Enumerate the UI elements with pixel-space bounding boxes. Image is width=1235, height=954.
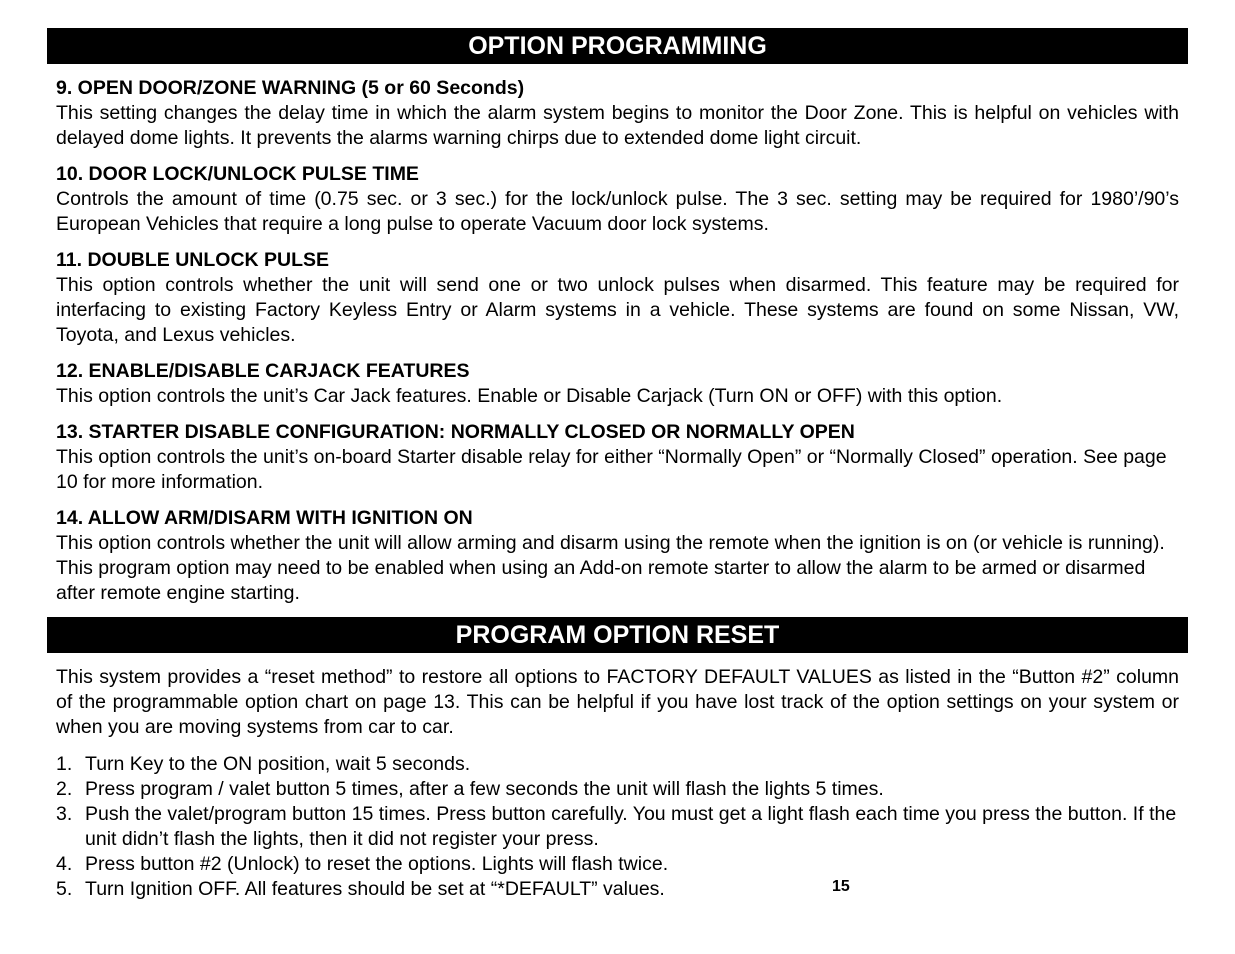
option-item-10 bbox=[56, 162, 1179, 237]
page-number: 15 bbox=[832, 878, 850, 895]
list-item bbox=[56, 852, 1179, 877]
option-heading: 13. STARTER DISABLE CONFIGURATION: NORMALLY CLOSED OR NORMALLY OPEN bbox=[56, 421, 855, 443]
option-item-12 bbox=[56, 359, 1179, 409]
option-item-13 bbox=[56, 420, 1179, 495]
option-heading: 14. ALLOW ARM/DISARM WITH IGNITION ON bbox=[56, 507, 473, 529]
option-list bbox=[56, 76, 1179, 606]
reset-intro-paragraph: This system provides a “reset method” to restore all options to FACTORY DEFAULT VALUES as listed in the “Button #2” column of the programmable option chart on page 13. This can be helpful if you have lost track of the option settings on your system or when you are moving systems from car to car. bbox=[56, 666, 1179, 738]
option-item-14 bbox=[56, 506, 1179, 606]
step-number: 5. bbox=[56, 878, 73, 900]
option-description: Controls the amount of time (0.75 sec. or 3 sec.) for the lock/unlock pulse. The 3 sec. setting may be required for 1980’/90’s European Vehicles that require a long pulse to operate Vacuum door lock systems. bbox=[56, 188, 1179, 235]
list-item bbox=[56, 802, 1179, 852]
step-number: 4. bbox=[56, 853, 73, 875]
step-number: 1. bbox=[56, 753, 73, 775]
step-number: 3. bbox=[56, 803, 73, 825]
list-item bbox=[56, 777, 1179, 802]
option-description: This option controls the unit’s on-board Starter disable relay for either “Normally Open” or “Normally Closed” operation. See page 10 for more information. bbox=[56, 446, 1167, 493]
list-item bbox=[56, 752, 1179, 777]
step-text: Turn Key to the ON position, wait 5 seconds. bbox=[85, 753, 471, 775]
option-description: This option controls the unit’s Car Jack features. Enable or Disable Carjack (Turn ON or OFF) with this option. bbox=[56, 385, 1003, 407]
step-number: 2. bbox=[56, 778, 73, 800]
section-title-program-option-reset: PROGRAM OPTION RESET bbox=[47, 617, 1188, 653]
step-text: Press button #2 (Unlock) to reset the options. Lights will flash twice. bbox=[85, 853, 669, 875]
option-heading: 12. ENABLE/DISABLE CARJACK FEATURES bbox=[56, 360, 470, 382]
step-text: Press program / valet button 5 times, after a few seconds the unit will flash the lights 5 times. bbox=[85, 778, 884, 800]
option-item-11 bbox=[56, 248, 1179, 348]
option-description: This setting changes the delay time in which the alarm system begins to monitor the Door Zone. This is helpful on vehicles with delayed dome lights. It prevents the alarms warning chirps due to extended dome light circuit. bbox=[56, 102, 1179, 149]
section-title-option-programming: OPTION PROGRAMMING bbox=[47, 28, 1188, 64]
option-heading: 10. DOOR LOCK/UNLOCK PULSE TIME bbox=[56, 163, 419, 185]
option-heading: 9. OPEN DOOR/ZONE WARNING (5 or 60 Seconds) bbox=[56, 77, 525, 99]
step-text: Turn Ignition OFF. All features should be set at “*DEFAULT” values. bbox=[85, 878, 665, 900]
option-description: This option controls whether the unit will allow arming and disarm using the remote when the ignition is on (or vehicle is running). This program option may need to be enabled when using an Add-on remote starter to allow the alarm to be armed or disarmed after remote engine starting. bbox=[56, 532, 1165, 604]
option-item-9 bbox=[56, 76, 1179, 151]
option-heading: 11. DOUBLE UNLOCK PULSE bbox=[56, 249, 330, 271]
step-text: Push the valet/program button 15 times. Press button carefully. You must get a light flash each time you press the button. If the unit didn’t flash the lights, then it did not register your press. bbox=[85, 803, 1177, 850]
list-item bbox=[56, 877, 1179, 902]
reset-steps-list bbox=[56, 752, 1179, 902]
option-description: This option controls whether the unit will send one or two unlock pulses when disarmed. This feature may be required for interfacing to existing Factory Keyless Entry or Alarm systems in a vehicle. These systems are found on some Nissan, VW, Toyota, and Lexus vehicles. bbox=[56, 274, 1179, 346]
